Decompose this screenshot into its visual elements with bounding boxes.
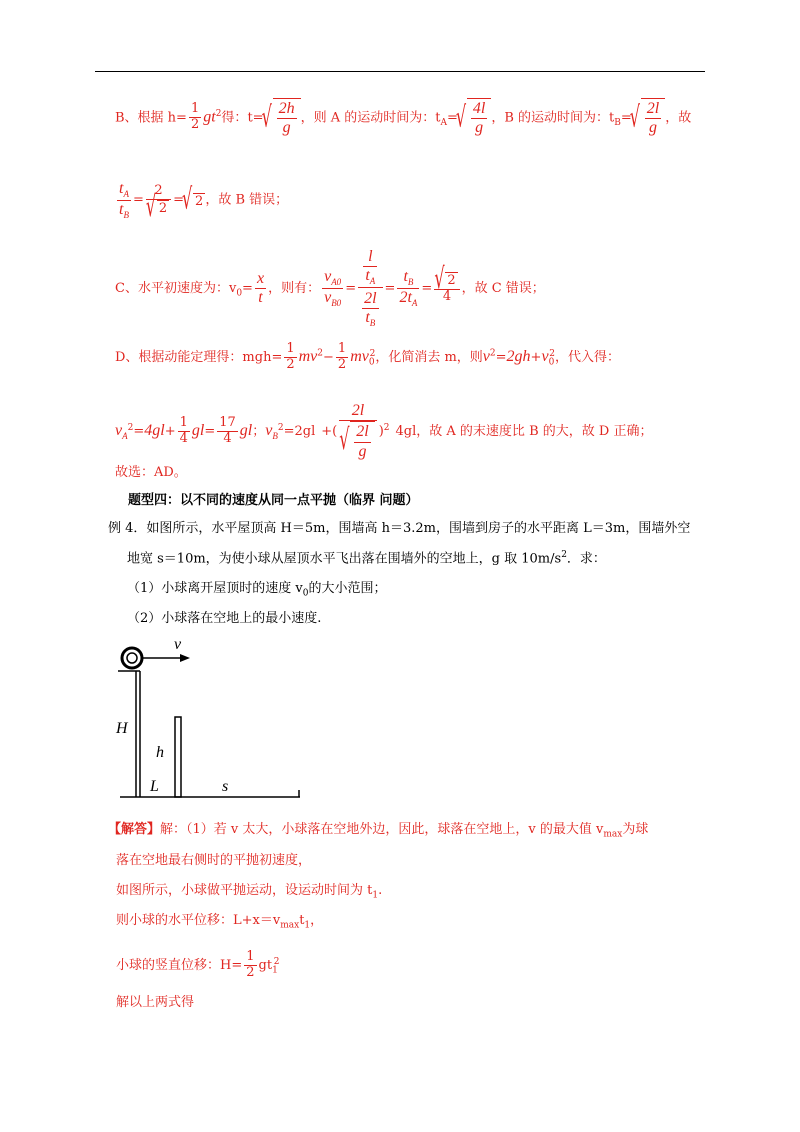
solution-line-2: 落在空地最右侧时的平抛初速度，	[116, 853, 312, 868]
example-line-1: 例 4．如图所示，水平屋顶高 H＝5m，围墙高 h＝3.2m，围墙到房子的水平距离 L＝3m，围墙外空	[108, 521, 691, 536]
velocity-arrowhead	[180, 654, 190, 662]
solution-tag: 【解答】	[108, 822, 161, 837]
section-c-result: ，故 C 错误；	[461, 280, 545, 296]
section-b-line: B、根据 h= $\frac{1}{2}$ $gt^2$得：t= √ $\frac{2h}{g}$ ，则 A 的运动时间为：$t_A=$ √ $\frac{4l}{g}$ ，B 的运动时间为：$t_B=$ √ $\frac{2l}{g}$ ，故	[115, 98, 691, 138]
example-line-2-tail: ．求：	[566, 551, 606, 567]
formula-tb-over-2ta: $\frac{t_B}{2t_A}$	[399, 268, 418, 309]
question-2: （2）小球落在空地上的最小速度.	[127, 611, 322, 626]
formula-2-over-sqrt2: 2 √ 2	[146, 184, 171, 217]
label-v: v	[174, 636, 182, 653]
formula-sqrt2-over-4: √ $\frac{2}{4}$	[434, 272, 459, 305]
formula-sqrt2: √ 2	[184, 193, 205, 208]
section-d-vb-end: 4gl	[395, 424, 417, 440]
section-d-line: D、根据动能定理得：mgh= $\frac{1}{2}$ $mv^2-$ $\frac{1}{2}$ $mv_0^2$，化简消去 m，则$v^2=2gh+v_0^2$，代入得：	[115, 341, 621, 372]
solution-line-3-text: 如图所示，小球做平抛运动，设运动时间为 t	[116, 883, 373, 898]
section-b-tb-lead: ，B 的运动时间为：	[491, 110, 609, 126]
question-1-tail: 的大小范围；	[308, 581, 387, 596]
question-1: （1）小球离开屋顶时的速度 $v_0$的大小范围；	[127, 581, 387, 599]
section-b-tail: ，故	[665, 110, 692, 126]
solution-line-5-text: 小球的竖直位移：H=	[116, 957, 243, 973]
example-line-2: 地宽 s＝10m，为使小球从屋顶水平飞出落在围墙外的空地上，g 取 $10m/s^2$．求：	[127, 550, 606, 567]
formula-x-over-t: $\frac{x}{t}$	[256, 269, 265, 306]
section-d-vb-mid: 2gl	[294, 424, 316, 440]
solution-line-4: 则小球的水平位移：$L+x=v_{max}t_1$，	[116, 913, 324, 931]
header-rule	[95, 71, 705, 72]
solution-line-1-text: 解：（1）若 v 太大，小球落在空地外边，因此，球落在空地上，v 的最大值 v	[160, 822, 604, 837]
label-s: s	[222, 778, 229, 795]
section-b-result: ，故 B 错误；	[205, 192, 289, 208]
solution-line-5: 小球的竖直位移：H= $\frac{1}{2}$ $gt_1^2$	[116, 949, 280, 980]
section-d-simplify: ，化简消去 m，则	[375, 349, 483, 365]
figure-drawing	[110, 640, 310, 800]
solution-line-1-tail: 为球	[622, 822, 649, 837]
solution-line-3: 如图所示，小球做平抛运动，设运动时间为 $t_1$.	[116, 883, 383, 901]
formula-sqrt-4l-g: √ $\frac{4l}{g}$	[458, 98, 491, 138]
label-L: L	[150, 778, 159, 795]
solution-line-1: 【解答】解：（1）若 v 太大，小球落在空地外边，因此，球落在空地上，v 的最大值 $v_{max}$为球	[108, 822, 649, 840]
section-d-conclusion: ，故 A 的末速度比 B 的大，故 D 正确；	[416, 424, 653, 440]
solution-line-4-text: 则小球的水平位移：L+x＝v	[116, 913, 281, 928]
section-d-sub-in: ，代入得：	[555, 349, 621, 365]
section-d-velocity-line: $v_A^2=4gl+$ $\frac{1}{4}$ gl= $\frac{17}{4}$ gl；$v_B^2=2gl$ +( 2l √ $\frac{2l}{g}$ )$^2$ 4gl，故 A 的末速度比 B 的大，故 D 正确；	[115, 402, 652, 461]
section-d-intro: D、根据动能定理得：mgh=	[115, 349, 283, 365]
section-c-intro: C、水平初速度为：	[115, 280, 229, 296]
solution-line-6: 解以上两式得	[116, 995, 195, 1010]
formula-compound-fraction: $\frac{\frac{l}{t_A}}{\frac{2l}{t_B}}$	[358, 248, 382, 329]
ball	[122, 648, 142, 668]
formula-sqrt-2h-g: √ $\frac{2h}{g}$	[264, 98, 301, 138]
section-c-have: ，则有：	[268, 280, 321, 296]
formula-ta-over-tb: $\frac{t_A}{t_B}$	[119, 180, 129, 220]
section-b-ta-lead: ，则 A 的运动时间为：	[300, 110, 436, 126]
section-b-intro: B、根据 h=	[115, 110, 187, 126]
formula-bracket-term: +( 2l √ $\frac{2l}{g}$ )$^2$	[319, 402, 391, 461]
formula-va0-over-vb0: $\frac{v_{A0}}{v_{B0}}$	[324, 268, 342, 309]
fence	[175, 717, 181, 797]
question-1-text: （1）小球离开屋顶时的速度 v	[127, 581, 303, 596]
formula-half: $\frac{1}{2}$	[190, 101, 200, 133]
section-b-got: 得：	[221, 110, 248, 126]
projectile-figure	[110, 636, 310, 800]
section-b-ratio-line: $\frac{t_A}{t_B}$ = 2 √ 2 =√ 2 ，故 B 错误；	[115, 180, 288, 220]
formula-sqrt-2l-g: √ $\frac{2l}{g}$	[632, 98, 665, 138]
section-heading: 题型四：以不同的速度从同一点平抛（临界 问题）	[128, 493, 419, 508]
label-h: h	[156, 744, 164, 761]
answer-line: 故选：AD。	[115, 465, 187, 480]
section-c-line: C、水平初速度为：$v_0=$ $\frac{x}{t}$ ，则有： $\frac{v_{A0}}{v_{B0}}$ = $\frac{\frac{l}{t_A}}{\frac{2l}{t_B}}$ = $\frac{t_B}{2t_A}$ = √ $\frac{2}{4}$ ，故 C 错误；	[115, 248, 545, 329]
label-H: H	[116, 720, 128, 737]
example-line-2-text: 地宽 s＝10m，为使小球从屋顶水平飞出落在围墙外的空地上，g 取 10m/s	[127, 551, 562, 567]
